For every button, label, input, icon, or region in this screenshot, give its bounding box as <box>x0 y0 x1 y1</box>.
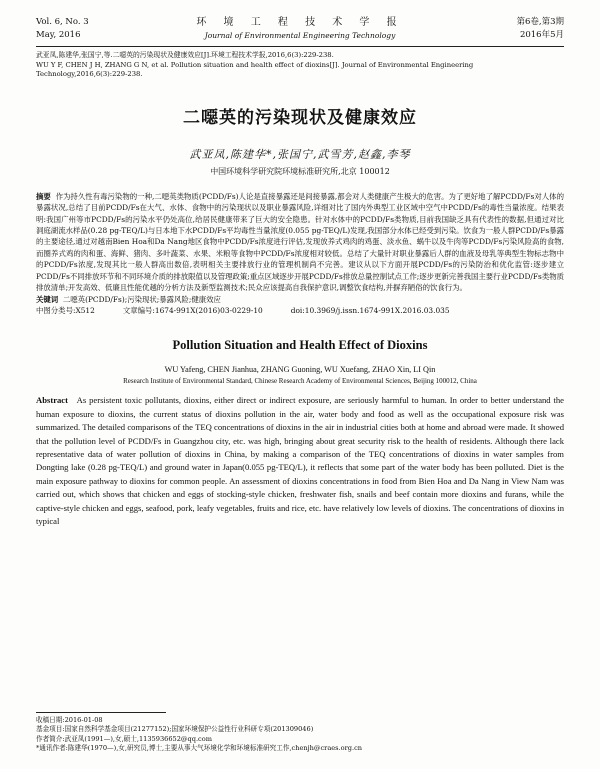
citation-block <box>36 51 564 80</box>
footnote-funding: 基金项目:国家自然科学基金项目(21277152);国家环境保护公益性行业科研专项(201309046) <box>36 725 314 734</box>
article-title-zh: 二噁英的污染现状及健康效应 <box>183 107 417 128</box>
clc-number: 中图分类号:X512 <box>36 306 95 316</box>
header-volume-en: Vol. 6, No. 3 May, 2016 <box>36 17 89 40</box>
footnotes <box>36 712 564 754</box>
abstract-zh-label: 摘要 <box>36 191 51 201</box>
running-header <box>36 16 564 47</box>
journal-page <box>36 16 564 529</box>
keywords-zh <box>36 294 564 305</box>
journal-name-zh: 环 境 工 程 技 术 学 报 <box>196 17 404 28</box>
abstract-zh-text: 作为持久性有毒污染物的一种,二噁英类物质(PCDD/Fs)人论是直接暴露还是间接暴露,都会对人类健康产生极大的危害。为了更好地了解PCDD/Fs对人体的暴露状况,总结了目前PCDD/Fs在大气、水体、食物中的污染现状以及职业暴露风险,详细对比了国内外典型工业区域中空气中PCDD/Fs的毒性当量浓度。结果表明:我国广州等市PCDD/Fs的污染水平仍处高位,给居民健康带来了巨大的安全隐患。针对水体中的PCDD/Fs类物质,目前我国缺乏具有代表性的数据,但通过对比洞庭湖流水样品(0.28 pg-TEQ/L)与日本地下水PCDD/Fs平均毒性当量浓度(0.055 pg-TEQ/L)发现,我国部分水体已经受到污染。饮食为一般人群PCDD/Fs暴露的主要途径,通过对越南Bien Hoa和Da Nang地区食物中PCDD/Fs浓度进行评估,发现放养式鸡肉的鸡蛋、淡水鱼、蜗牛以及牛肉等PCDD/Fs污染风险高的食物,而圈养式鸡的肉和蛋、海鲜、猪肉、多叶蔬菜、水果、米粮等食物中PCDD/Fs浓度相对较低。总结了大量针对职业暴露后人群的血液及母乳等典型生物标志物中的PCDD/Fs浓度,发现其比一般人群高出数倍,表明相关主要排放行业的管理机制尚不完善。建议从以下方面开展PCDD/Fs的污染防治和优化监管:逐步建立PCDD/Fs不同排放环节和不同环境介质的排放限值以及管理政策;重点区域逐步开展PCDD/Fs排放总量控制试点工作;逐步更新完善我国主要行业PCDD/Fs类物质排放清单;开发高效、低廉且性能优越的分析方法及新型监测技术;民众应该提高自我保护意识,调整饮食结构,并摒弃陋俗的饮食行为。 <box>36 191 564 293</box>
abstract-en <box>36 394 564 528</box>
footnote-first-author: 作者简介:武亚凤(1991—),女,硕士,1135936652@qq.com <box>36 734 212 743</box>
abstract-en-text: As persistent toxic pollutants, dioxins, either direct or indirect exposure, are seriously harmful to human. In order to better understand the human exposure to dioxins, the current status of dioxins pollution in the air, water body and food as well as the occupational exposure risk was summarized. The detailed comparisons of the TEQ concentrations of dioxins in the air in industrial cities both at home and abroad were made. It showed that the pollution level of PCDD/Fs in Guangzhou city, etc. was high, bringing about great security risk to the health of residents. Although there lack representative data of water pollution of dioxins in China, by making a comparison of the TEQ concentrations of dioxins in water samples from Dongting lake (0.28 pg-TEQ/L) and ground water in Japan(0.055 pg-TEQ/L), it reflects that some part of the water body has been polluted. Diet is the main exposure pathway to dioxins for common people. An assessment of dioxins concentrations in food from Bien Hoa and Da Nang in View Nam was carried out, which shows that chicken and eggs of stocking-style chicken, freshwater fish, snails and beef contain more dioxins and furans, while the captive-style chicken and eggs, seafood, pork, leafy vegetables, fruits and rice, etc. have relatively low levels of dioxins. The concentrations of dioxins in typical <box>36 395 564 527</box>
header-journal-name <box>36 16 564 42</box>
document-code: 文章编号:1674-991X(2016)03-0229-10 <box>122 306 263 316</box>
affiliation-en: Research Institute of Environmental Standard, Chinese Research Academy of Environmental Sciences, Beijing 100012, China <box>123 377 477 386</box>
article-title-en: Pollution Situation and Health Effect of Dioxins <box>172 338 428 353</box>
footnote-corresponding: *通讯作者:陈建华(1970—),女,研究员,博士,主要从事大气环境化学和环境标准研究工作,chenjh@craes.org.cn <box>36 744 363 753</box>
abstract-en-label: Abstract <box>36 395 68 406</box>
classification-line <box>36 305 564 316</box>
journal-name-en: Journal of Environmental Engineering Technology <box>204 31 396 40</box>
footnote-rule <box>36 712 166 713</box>
authors-zh: 武亚凤,陈建华*,张国宁,武雪芳,赵鑫,李琴 <box>189 147 411 161</box>
doi: doi:10.3969/j.issn.1674-991X.2016.03.035 <box>290 306 450 316</box>
keywords-zh-label: 关键词 <box>36 295 59 305</box>
affiliation-zh: 中国环境科学研究院环境标准研究所,北京 100012 <box>210 166 390 176</box>
footnote-received: 收稿日期:2016-01-08 <box>36 716 103 724</box>
keywords-zh-text: 二噁英(PCDD/Fs);污染现状;暴露风险;健康效应 <box>62 295 221 305</box>
authors-en: WU Yafeng, CHEN Jianhua, ZHANG Guoning, WU Xuefang, ZHAO Xin, LI Qin <box>164 365 436 375</box>
citation-en: WU Y F, CHEN J H, ZHANG G N, et al. Pollution situation and health effect of dioxins[J]. Journal of Environmental Engineering Technology,2016,6(3):229-238. <box>36 60 474 79</box>
citation-zh: 武亚凤,陈建华,张国宁,等.二噁英的污染现状及健康效应[J].环境工程技术学报,2016,6(3):229-238. <box>36 51 334 59</box>
abstract-zh <box>36 191 564 294</box>
header-volume-zh: 第6卷,第3期 2016年5月 <box>516 17 564 40</box>
